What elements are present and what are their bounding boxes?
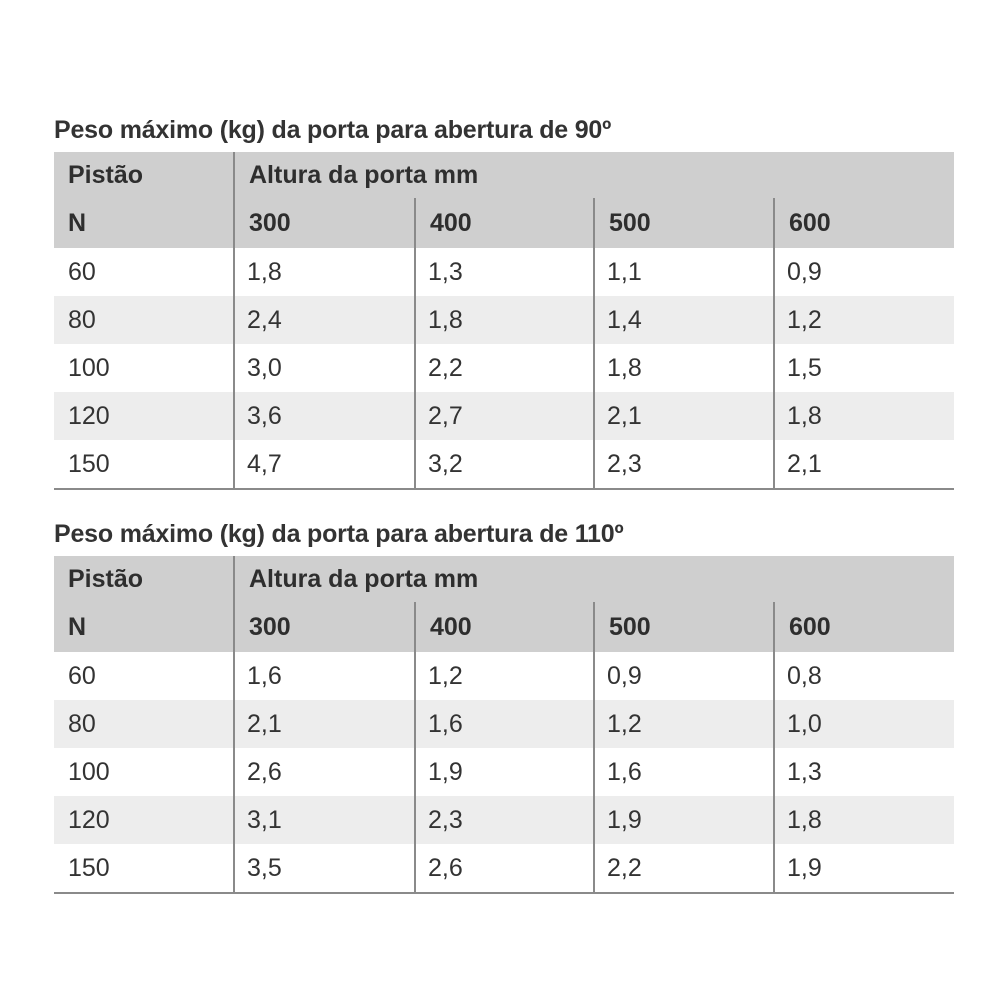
weight-cell: 2,2 (594, 844, 774, 893)
weight-cell: 1,3 (774, 748, 954, 796)
table-row (54, 700, 954, 748)
table-row (54, 344, 954, 392)
table-row (54, 392, 954, 440)
weight-cell: 1,8 (774, 796, 954, 844)
table-row (54, 440, 954, 489)
header-row (54, 152, 954, 198)
weight-cell: 2,6 (415, 844, 594, 893)
weight-cell: 2,6 (234, 748, 415, 796)
weight-cell: 1,6 (415, 700, 594, 748)
weight-cell: 1,4 (594, 296, 774, 344)
weight-cell: 0,8 (774, 652, 954, 700)
weight-cell: 1,8 (774, 392, 954, 440)
weight-cell: 1,2 (774, 296, 954, 344)
table-title: Peso máximo (kg) da porta para abertura de 90º (54, 116, 612, 144)
piston-value: 60 (54, 248, 234, 296)
table-block-110 (54, 512, 954, 894)
weight-cell: 1,9 (594, 796, 774, 844)
piston-value: 80 (54, 296, 234, 344)
table-title: Peso máximo (kg) da porta para abertura de 110º (54, 520, 624, 548)
piston-value: 150 (54, 844, 234, 893)
weight-cell: 4,7 (234, 440, 415, 489)
piston-value: 100 (54, 748, 234, 796)
weight-cell: 2,1 (594, 392, 774, 440)
piston-value: 60 (54, 652, 234, 700)
height-header: 600 (774, 198, 954, 248)
weight-cell: 2,2 (415, 344, 594, 392)
weight-cell: 3,6 (234, 392, 415, 440)
weight-cell: 1,5 (774, 344, 954, 392)
weight-cell: 1,3 (415, 248, 594, 296)
col-head-piston: Pistão (54, 556, 234, 602)
weight-cell: 3,5 (234, 844, 415, 893)
header-row-heights (54, 602, 954, 652)
piston-value: 120 (54, 796, 234, 844)
height-header: 300 (234, 198, 415, 248)
height-header: 600 (774, 602, 954, 652)
piston-value: 120 (54, 392, 234, 440)
table-block-90 (54, 108, 954, 490)
weight-cell: 1,2 (415, 652, 594, 700)
col-head-unit: N (54, 198, 234, 248)
weight-cell: 3,1 (234, 796, 415, 844)
weight-cell: 1,1 (594, 248, 774, 296)
height-header: 500 (594, 198, 774, 248)
weight-cell: 1,8 (415, 296, 594, 344)
table-row (54, 296, 954, 344)
weight-cell: 0,9 (774, 248, 954, 296)
header-row (54, 556, 954, 602)
weight-cell: 2,3 (415, 796, 594, 844)
piston-value: 150 (54, 440, 234, 489)
table-row (54, 248, 954, 296)
weight-cell: 3,0 (234, 344, 415, 392)
piston-value: 100 (54, 344, 234, 392)
weight-cell: 1,8 (594, 344, 774, 392)
table-row (54, 652, 954, 700)
weight-cell: 1,6 (594, 748, 774, 796)
weight-cell: 2,3 (594, 440, 774, 489)
table-row (54, 748, 954, 796)
table-row (54, 844, 954, 893)
col-head-piston: Pistão (54, 152, 234, 198)
weight-table-90 (54, 152, 954, 490)
height-header: 500 (594, 602, 774, 652)
weight-cell: 1,9 (415, 748, 594, 796)
weight-cell: 1,6 (234, 652, 415, 700)
height-header: 400 (415, 602, 594, 652)
weight-cell: 1,9 (774, 844, 954, 893)
height-header: 300 (234, 602, 415, 652)
header-row-heights (54, 198, 954, 248)
weight-cell: 2,1 (234, 700, 415, 748)
weight-cell: 2,1 (774, 440, 954, 489)
table-row (54, 796, 954, 844)
weight-cell: 3,2 (415, 440, 594, 489)
height-header: 400 (415, 198, 594, 248)
piston-value: 80 (54, 700, 234, 748)
group-head-height: Altura da porta mm (234, 152, 954, 198)
weight-cell: 1,8 (234, 248, 415, 296)
group-head-height: Altura da porta mm (234, 556, 954, 602)
weight-cell: 1,0 (774, 700, 954, 748)
weight-cell: 2,7 (415, 392, 594, 440)
weight-cell: 1,2 (594, 700, 774, 748)
weight-table-110 (54, 556, 954, 894)
weight-cell: 2,4 (234, 296, 415, 344)
col-head-unit: N (54, 602, 234, 652)
weight-cell: 0,9 (594, 652, 774, 700)
